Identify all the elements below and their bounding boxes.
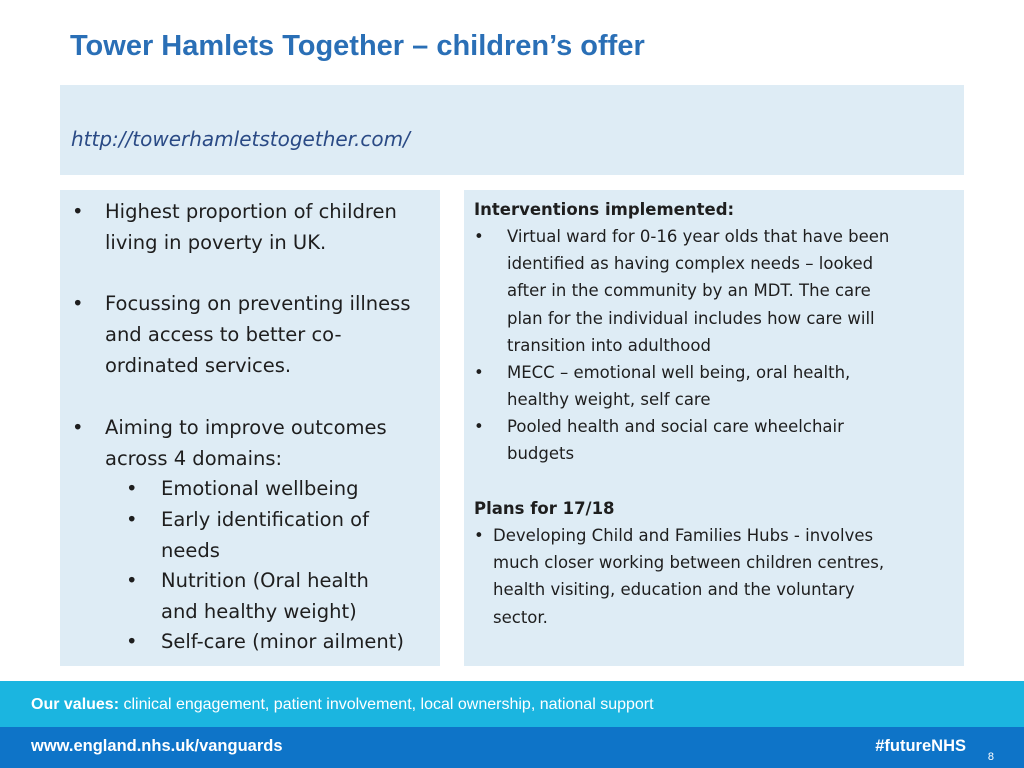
bullet-dot-icon: • bbox=[72, 416, 84, 439]
sub-bullet-line: needs bbox=[161, 539, 220, 562]
bullet-dot-icon: • bbox=[126, 477, 138, 500]
intervention-line: after in the community by an MDT. The care bbox=[507, 281, 871, 301]
slide-title: Tower Hamlets Together – children’s offer bbox=[70, 30, 645, 62]
values-list: clinical engagement, patient involvement, local ownership, national support bbox=[119, 696, 654, 713]
plan-line: much closer working between children centres, bbox=[493, 553, 885, 573]
intervention-line: identified as having complex needs – looked bbox=[507, 254, 874, 274]
bullet-line: and access to better co- bbox=[105, 323, 342, 346]
bullet-dot-icon: • bbox=[474, 363, 484, 382]
footer-url-link[interactable]: www.england.nhs.uk/vanguards bbox=[31, 737, 283, 755]
bullet-line: Highest proportion of children bbox=[105, 200, 397, 223]
sub-bullet-line: Emotional wellbeing bbox=[161, 477, 359, 500]
footer-bar bbox=[0, 727, 1024, 768]
intervention-line: budgets bbox=[507, 444, 575, 464]
intervention-line: Pooled health and social care wheelchair bbox=[507, 417, 844, 436]
bullet-dot-icon: • bbox=[126, 508, 138, 531]
intervention-line: plan for the individual includes how care will bbox=[507, 308, 875, 328]
values-bar bbox=[0, 681, 1024, 727]
bullet-line: across 4 domains: bbox=[105, 447, 283, 470]
plan-line: health visiting, education and the voluntary bbox=[493, 580, 855, 600]
plan-line: Developing Child and Families Hubs - involves bbox=[493, 526, 874, 545]
bullet-dot-icon: • bbox=[474, 526, 484, 545]
values-label: Our values: bbox=[31, 696, 120, 713]
bullet-dot-icon: • bbox=[72, 200, 84, 223]
bullet-dot-icon: • bbox=[126, 630, 138, 653]
bullet-dot-icon: • bbox=[474, 227, 484, 246]
sub-bullet-line: Self-care (minor ailment) bbox=[161, 630, 404, 653]
footer-hashtag: #futureNHS bbox=[875, 737, 966, 755]
intervention-line: transition into adulthood bbox=[507, 335, 711, 355]
bullet-line: Aiming to improve outcomes bbox=[105, 416, 387, 439]
plans-heading: Plans for 17/18 bbox=[474, 499, 615, 518]
interventions-heading: Interventions implemented: bbox=[474, 200, 735, 219]
bullet-line: living in poverty in UK. bbox=[105, 231, 327, 254]
sub-bullet-line: Early identification of bbox=[161, 508, 369, 531]
bullet-line: ordinated services. bbox=[105, 354, 292, 377]
page-number: 8 bbox=[987, 751, 994, 763]
left-panel bbox=[60, 190, 440, 666]
sub-bullet-line: and healthy weight) bbox=[161, 600, 357, 623]
url-banner bbox=[60, 85, 964, 175]
intervention-line: MECC – emotional well being, oral health, bbox=[507, 363, 851, 382]
bullet-dot-icon: • bbox=[72, 292, 84, 315]
bullet-dot-icon: • bbox=[126, 569, 138, 592]
intervention-line: healthy weight, self care bbox=[507, 390, 711, 410]
bullet-dot-icon: • bbox=[474, 417, 484, 436]
plan-line: sector. bbox=[493, 607, 548, 627]
sub-bullet-line: Nutrition (Oral health bbox=[161, 569, 369, 592]
right-panel bbox=[464, 190, 964, 666]
values-statement bbox=[31, 696, 654, 714]
bullet-line: Focussing on preventing illness bbox=[105, 292, 411, 315]
website-link[interactable]: http://towerhamletstogether.com/ bbox=[71, 127, 410, 151]
intervention-line: Virtual ward for 0-16 year olds that have been bbox=[507, 227, 890, 246]
